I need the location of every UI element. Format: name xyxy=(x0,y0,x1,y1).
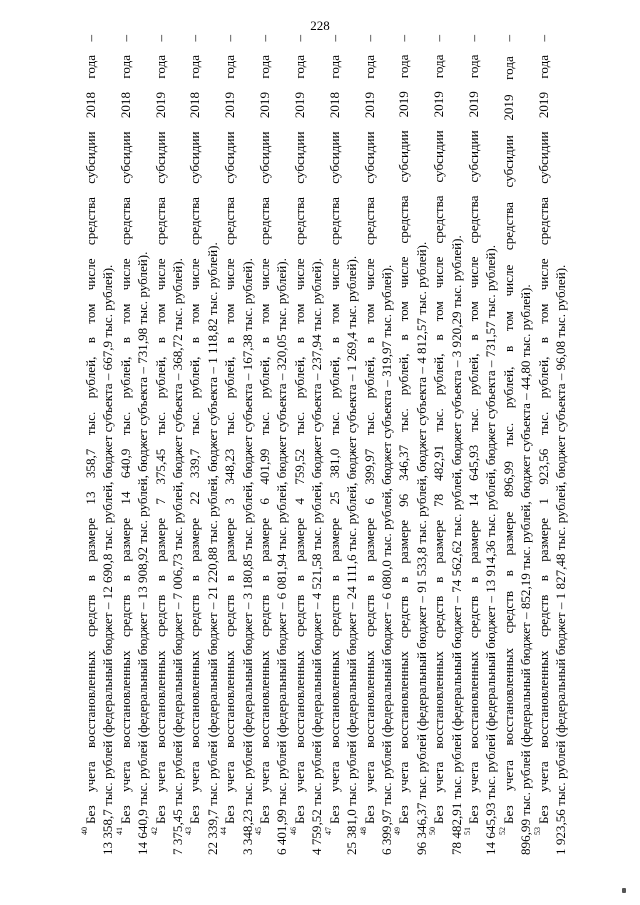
footnote-number: 52 xyxy=(497,827,507,835)
footnote-number: 49 xyxy=(393,827,403,835)
footnote-text: Без учета восстановленных средств в размере 25 381,0 тыс. рублей, в том числе средства субсидии 2018 года – xyxy=(326,35,342,824)
footnote-49 xyxy=(395,35,430,855)
footnote-number: 40 xyxy=(80,827,89,835)
footnote-line-1 xyxy=(497,35,517,855)
footnote-line-1 xyxy=(462,35,482,855)
footnote-number: 51 xyxy=(462,827,472,835)
footnote-text: Без учета восстановленных средств в размере 1 923,56 тыс. рублей, в том числе средства субсидии 2019 года – xyxy=(535,35,551,824)
footnote-line-1 xyxy=(221,35,238,855)
footnote-text: Без учета восстановленных средств в размере 6 399,97 тыс. рублей, в том числе средства субсидии 2019 года – xyxy=(361,35,377,824)
scan-artifact xyxy=(622,888,626,893)
footnote-line-2: 22 339,7 тыс. рублей (федеральный бюджет – 21 220,88 тыс. рублей, бюджет субъекта – 1 118,82 тыс. рублей). xyxy=(204,242,220,855)
footnote-line-1 xyxy=(114,35,134,855)
footnote-line-1 xyxy=(323,35,343,855)
footnote-51 xyxy=(462,35,500,855)
footnote-line-1 xyxy=(149,35,169,855)
footnote-number: 42 xyxy=(149,827,159,835)
footnote-number: 41 xyxy=(114,827,124,835)
footnote-number: 47 xyxy=(323,827,333,835)
footnote-text: Без учета восстановленных средств в размере 14 645,93 тыс. рублей, в том числе средства субсидии 2019 года – xyxy=(465,35,481,824)
footnote-line-2: 4 759,52 тыс. рублей (федеральный бюджет – 4 521,58 тыс. рублей, бюджет субъекта – 237,94 тыс. рублей). xyxy=(309,258,325,855)
footnote-number: 46 xyxy=(288,827,298,835)
footnote-text: Без учета восстановленных средств в размере 13 358,7 тыс. рублей, в том числе средства субсидии 2018 года – xyxy=(83,35,98,824)
footnote-text: Без учета восстановленных средств в размере 78 482,91 тыс. рублей, в том числе средства субсидии 2019 года – xyxy=(431,35,447,824)
footnote-number: 43 xyxy=(184,827,194,835)
footnote-line-1 xyxy=(288,35,308,855)
footnote-line-2: 1 923,56 тыс. рублей (федеральный бюджет – 1 827,48 тыс. рублей, бюджет субъекта – 96,08 тыс. рублей). xyxy=(552,264,568,855)
footnote-number: 50 xyxy=(428,827,438,835)
footnote-46 xyxy=(288,35,326,855)
footnote-line-2: 6 401,99 тыс. рублей (федеральный бюджет – 6 081,94 тыс. рублей, бюджет субъекта – 320,05 тыс. рублей). xyxy=(274,258,290,855)
footnote-47 xyxy=(323,35,361,855)
footnote-line-1 xyxy=(186,35,203,855)
footnote-43 xyxy=(186,35,221,855)
footnote-line-2: 7 375,45 тыс. рублей (федеральный бюджет – 7 006,73 тыс. рублей, бюджет субъекта – 368,72 тыс. рублей). xyxy=(170,258,186,855)
footnote-line-2: 78 482,91 тыс. рублей (федеральный бюджет – 74 562,62 тыс. рублей, бюджет субъекта – 3 920,29 тыс. рублей). xyxy=(448,235,464,855)
page-number: 228 xyxy=(310,18,330,33)
footnote-line-1 xyxy=(395,35,412,855)
footnote-53 xyxy=(532,35,570,855)
footnote-text: Без учета восстановленных средств в размере 14 640,9 тыс. рублей, в том числе средства субсидии 2018 года – xyxy=(117,35,133,824)
footnote-line-1 xyxy=(532,35,552,855)
footnotes-list xyxy=(82,35,569,855)
footnote-line-1 xyxy=(256,35,273,855)
footnote-line-1 xyxy=(82,35,99,855)
footnote-line-1 xyxy=(358,35,378,855)
footnote-number: 44 xyxy=(219,827,229,835)
footnote-text: Без учета восстановленных средств в размере 4 759,52 тыс. рублей, в том числе средства субсидии 2019 года – xyxy=(291,35,307,824)
footnote-line-2: 13 358,7 тыс. рублей (федеральный бюджет – 12 690,8 тыс. рублей, бюджет субъекта – 667,9 тыс. рублей). xyxy=(100,264,116,855)
footnote-text: Без учета восстановленных средств в размере 896,99 тыс. рублей, в том числе средства субсидии 2019 года – xyxy=(500,35,516,824)
footnote-text: Без учета восстановленных средств в размере 3 348,23 тыс. рублей, в том числе средства субсидии 2019 года – xyxy=(222,35,238,824)
footnote-text: Без учета восстановленных средств в размере 22 339,7 тыс. рублей, в том числе средства субсидии 2018 года – xyxy=(187,35,203,824)
footnote-number: 53 xyxy=(532,827,542,835)
footnote-number: 45 xyxy=(254,827,264,835)
footnote-line-2: 14 645,93 тыс. рублей (федеральный бюджет – 13 914,36 тыс. рублей, бюджет субъекта – 731,57 тыс. рублей). xyxy=(483,245,499,855)
footnote-45 xyxy=(256,35,291,855)
footnote-line-2: 14 640,9 тыс. рублей (федеральный бюджет – 13 908,92 тыс. рублей, бюджет субъекта – 731,98 тыс. рублей). xyxy=(135,251,151,855)
rotated-content xyxy=(82,35,582,855)
footnote-line-1 xyxy=(430,35,447,855)
footnote-44 xyxy=(221,35,256,855)
footnote-48 xyxy=(358,35,396,855)
footnote-line-2: 3 348,23 тыс. рублей (федеральный бюджет – 3 180,85 тыс. рублей, бюджет субъекта – 167,38 тыс. рублей). xyxy=(239,258,255,855)
footnote-text: Без учета восстановленных средств в размере 7 375,45 тыс. рублей, в том числе средства субсидии 2019 года – xyxy=(152,35,168,824)
footnote-line-2: 896,99 тыс. рублей (федеральный бюджет – 852,19 тыс. рублей, бюджет субъекта – 44,80 тыс. рублей). xyxy=(518,284,534,855)
footnote-52 xyxy=(497,35,535,855)
footnote-text: Без учета восстановленных средств в размере 6 401,99 тыс. рублей, в том числе средства субсидии 2019 года – xyxy=(257,35,273,824)
footnote-line-2: 6 399,97 тыс. рублей (федеральный бюджет – 6 080,0 тыс. рублей, бюджет субъекта – 319,97 тыс. рублей). xyxy=(378,264,394,855)
footnote-text: Без учета восстановленных средств в размере 96 346,37 тыс. рублей, в том числе средства субсидии 2019 года – xyxy=(396,35,412,824)
footnote-line-2: 25 381,0 тыс. рублей (федеральный бюджет – 24 111,6 тыс. рублей, бюджет субъекта – 1 269,4 тыс. рублей). xyxy=(344,255,360,855)
footnote-50 xyxy=(430,35,465,855)
footnote-number: 48 xyxy=(358,827,368,835)
footnote-40 xyxy=(82,35,117,855)
footnote-42 xyxy=(149,35,187,855)
footnote-41 xyxy=(114,35,152,855)
footnote-line-2: 96 346,37 тыс. рублей (федеральный бюджет – 91 533,8 тыс. рублей, бюджет субъекта – 4 812,57 тыс. рублей). xyxy=(413,241,429,855)
